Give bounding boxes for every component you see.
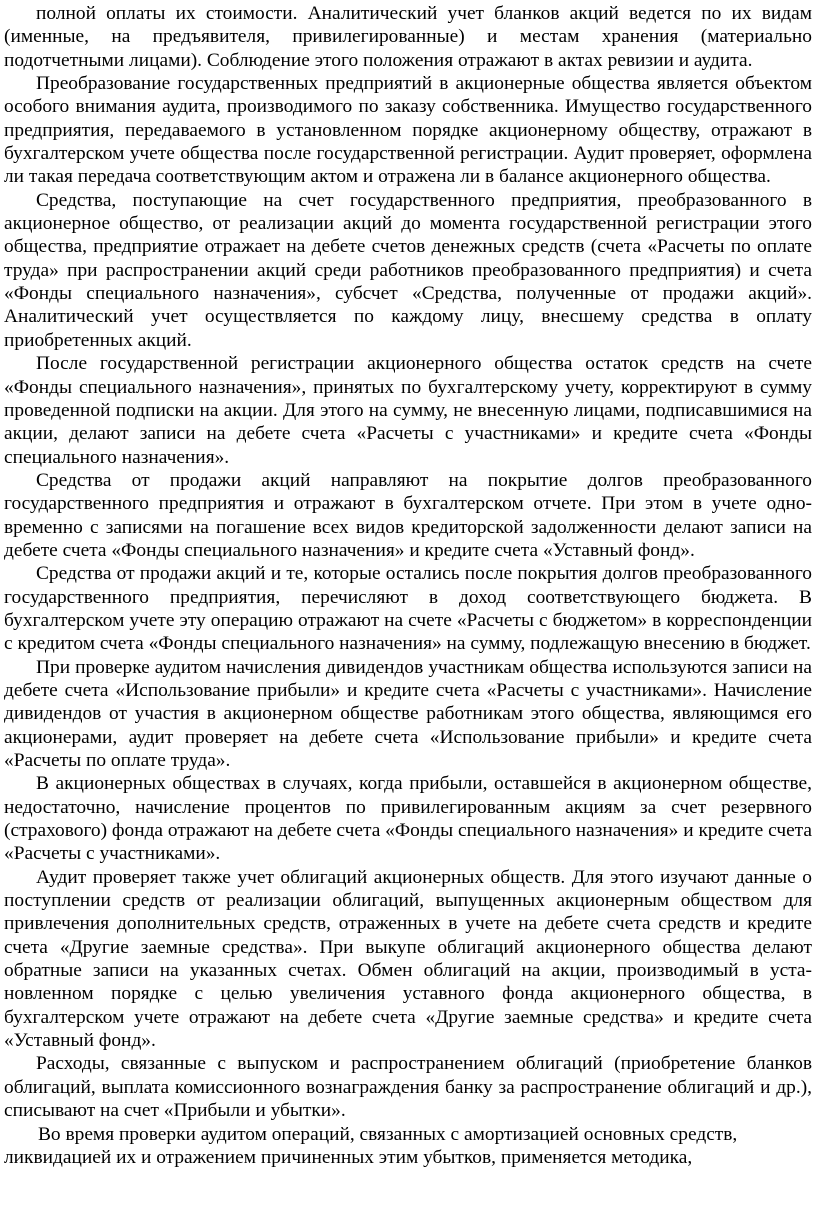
paragraph-bond-expenses: Расходы, связанные с выпуском и распространением облигаций (приобретение бланков облигаций, выплата комиссионного вознаграждения банку за распространение облигаций и др.), списывают на счет «Прибыли и убытки». bbox=[4, 1053, 812, 1122]
paragraph-funds-before-registration: Средства, поступающие на счет государственного предприятия, преобразованного в акционерное общество, от реализации акций до момента государственной регистрации этого общества, предприятие отражает на дебете счетов денежных средств (счета «Расчеты по оплате труда» при распространении акций среди работников преобразованного предприятия) и счета «Фонды специального назначения», субсчет «Средства, полученные от продажи акций». Аналитический учет осуществляется по каждому лицу, внесшему средства в оплату приобретенных акций. bbox=[4, 189, 812, 351]
paragraph-state-enterprise-transformation: Преобразование государственных предприятий в акционерные общества является объектом особого внимания аудита, производимого по заказу собственника. Имущество государственного предприятия, передаваемого в установленном порядке акционерному обществу, отражают в бухгалтерском учете общества после государственной регистрации. Аудит проверяет, оформлена ли такая передача соответствующим актом и отражена ли в балансе акционерного общества. bbox=[4, 73, 812, 188]
paragraph-bond-forms-accounting: полной оплаты их стоимости. Аналитический учет бланков акций ведется по их видам (именные, на предъявителя, привилегированные) и местам хранения (материально подотчетными лицами). Соблюдение этого положения отражают в актах ревизии и аудита. bbox=[4, 3, 812, 71]
paragraph-preferred-shares-interest: В акционерных обществах в случаях, когда прибыли, оставшейся в акционерном обществе, недостаточно, начисление процентов по привилегированным акциям за счет резервного (страхового) фонда отражают на дебете счета «Фонды специального назначения» и кредите счета «Расчеты с участниками». bbox=[4, 773, 812, 865]
paragraph-budget-transfer: Средства от продажи акций и те, которые остались после покрытия долгов преобразованного государственного предприятия, перечисляют в доход соответствующего бюджета. В бухгалтерском учете эту операцию отражают на счете «Расчеты с бюджетом» в корреспонденции с кредитом счета «Фонды специального назначения» на сумму, подлежащую внесению в бюджет. bbox=[4, 563, 812, 655]
paragraph-bonds-audit: Аудит проверяет также учет облигаций акционерных обществ. Для этого изучают данные о поступлении средств от реализации облигаций, выпущенных акционерным обществом для привлечения дополнительных средств, отраженных в учете на дебете счета средств и кредите счета «Другие заемные средства». При выкупе облигаций акционерного общества делают обратные записи на указанных счетах. Обмен облигаций на акции, производимый в уста-новленном порядке с целью увеличения уставного фонда акционерного общества, в бухгалтерском учете отражают на дебете счета «Другие заемные средства» и кредите счета «Уставный фонд». bbox=[4, 866, 812, 1052]
paragraph-depreciation-audit: Во время проверки аудитом операций, связанных с амортизацией основных средств, ликвидацией их и отражением причиненных этим убытков, применяется методика, bbox=[4, 1123, 738, 1168]
paragraph-after-registration: После государственной регистрации акционерного общества остаток средств на счете «Фонды специального назначения», принятых по бухгалтерскому учету, корректируют в сумму проведенной подписки на акции. Для этого на сумму, не внесенную лицами, подписавшимися на акции, делают записи на дебете счета «Расчеты с участниками» и кредите счета «Фонды специального назначения». bbox=[4, 353, 812, 468]
paragraph-dividends: При проверке аудитом начисления дивидендов участникам общества используются записи на дебете счета «Использование прибыли» и кредите счета «Расчеты с участниками». Начисление дивидендов от участия в акционерном обществе работникам этого общества, являющимся его акционерами, аудит проверяет на дебете счета «Использование прибыли» и кредите счета «Расчеты по оплате труда». bbox=[4, 656, 812, 771]
paragraph-debt-coverage: Средства от продажи акций направляют на покрытие долгов преобразованного государственного предприятия и отражают в бухгалтерском отчете. При этом в учете одно-временно с записями на погашение всех видов кредиторской задолженности делают записи на дебете счета «Фонды специального назначения» и кредите счета «Уставный фонд». bbox=[4, 469, 812, 561]
